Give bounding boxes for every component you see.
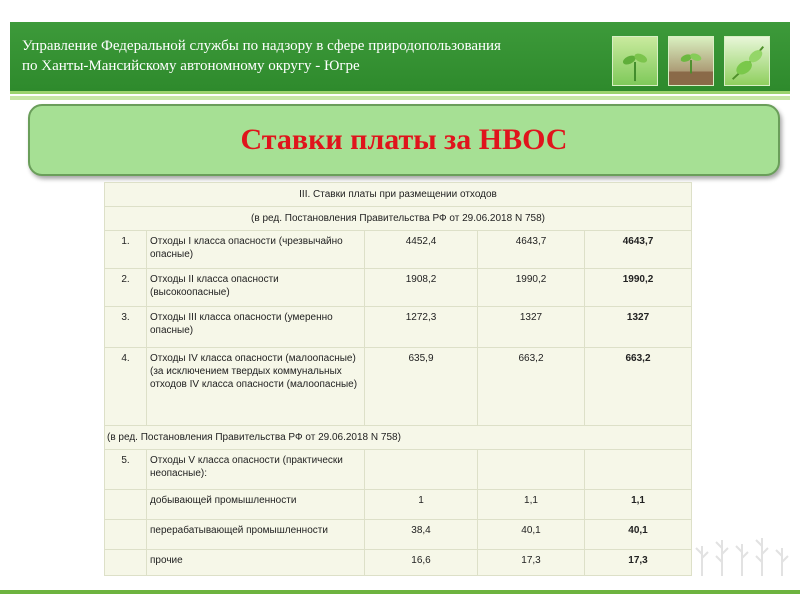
- rates-table: [104, 182, 692, 576]
- table-subrow: [105, 490, 692, 520]
- table-subrow: [105, 520, 692, 550]
- rate-value-1: 38,4: [365, 520, 478, 550]
- rates-table-container: [104, 182, 691, 576]
- organization-title-line2: по Ханты-Мансийскому автономному округу - Югре: [22, 58, 360, 74]
- slide-title-box: [28, 104, 780, 176]
- seedling-soil-icon: [668, 36, 714, 86]
- organization-title-line1: Управление Федеральной службы по надзору в сфере природопользования: [22, 38, 501, 54]
- amendment-note: (в ред. Постановления Правительства РФ от 29.06.2018 N 758): [105, 426, 692, 450]
- waste-class: Отходы III класса опасности (умеренно опасные): [147, 307, 365, 348]
- rate-value-2: 1,1: [478, 490, 585, 520]
- row-number: 3.: [105, 307, 147, 348]
- rate-value-3: 1327: [585, 307, 692, 348]
- slide-title: Ставки платы за НВОС: [240, 123, 568, 156]
- row-number: 1.: [105, 231, 147, 269]
- rate-value-3: 40,1: [585, 520, 692, 550]
- industry-name: перерабатывающей промышленности: [147, 520, 365, 550]
- table-row: [105, 348, 692, 426]
- waste-class: Отходы II класса опасности (высокоопасные): [147, 269, 365, 307]
- rate-value-1: 1: [365, 490, 478, 520]
- table-amendment-row: [105, 426, 692, 450]
- rate-value-1: 4452,4: [365, 231, 478, 269]
- waste-class: Отходы I класса опасности (чрезвычайно опасные): [147, 231, 365, 269]
- leaves-icon: [724, 36, 770, 86]
- section-title: III. Ставки платы при размещении отходов: [105, 183, 692, 207]
- table-row: [105, 450, 692, 490]
- sprout-icon: [612, 36, 658, 86]
- table-row: [105, 307, 692, 348]
- rate-value-3: 663,2: [585, 348, 692, 426]
- amendment-note: (в ред. Постановления Правительства РФ от 29.06.2018 N 758): [105, 207, 692, 231]
- table-subrow: [105, 550, 692, 576]
- rate-value-3: 4643,7: [585, 231, 692, 269]
- rate-value-1: 635,9: [365, 348, 478, 426]
- table-row: [105, 231, 692, 269]
- rate-value-2: 17,3: [478, 550, 585, 576]
- rate-value-1: 16,6: [365, 550, 478, 576]
- header-stripe: [10, 96, 790, 100]
- row-number: 5.: [105, 450, 147, 490]
- rate-value-3: 1990,2: [585, 269, 692, 307]
- rate-value-2: 40,1: [478, 520, 585, 550]
- grass-decoration-icon: [692, 528, 792, 578]
- rate-value-1: 1272,3: [365, 307, 478, 348]
- rate-value-2: 4643,7: [478, 231, 585, 269]
- footer-line: [0, 590, 800, 594]
- table-amendment-row: [105, 207, 692, 231]
- rate-value-3: 1,1: [585, 490, 692, 520]
- industry-name: добывающей промышленности: [147, 490, 365, 520]
- waste-class: Отходы IV класса опасности (малоопасные) (за исключением твердых коммунальных отходов IV класса опасности (малоопасные): [147, 348, 365, 426]
- rate-value-2: 663,2: [478, 348, 585, 426]
- row-number: 4.: [105, 348, 147, 426]
- rate-value-1: 1908,2: [365, 269, 478, 307]
- rate-value-2: 1327: [478, 307, 585, 348]
- industry-name: прочие: [147, 550, 365, 576]
- row-number: 2.: [105, 269, 147, 307]
- organization-title: [22, 36, 612, 76]
- rate-value-2: 1990,2: [478, 269, 585, 307]
- rate-value-3: 17,3: [585, 550, 692, 576]
- table-row: [105, 269, 692, 307]
- header-banner: [10, 22, 790, 94]
- table-section-row: [105, 183, 692, 207]
- waste-class: Отходы V класса опасности (практически неопасные):: [147, 450, 365, 490]
